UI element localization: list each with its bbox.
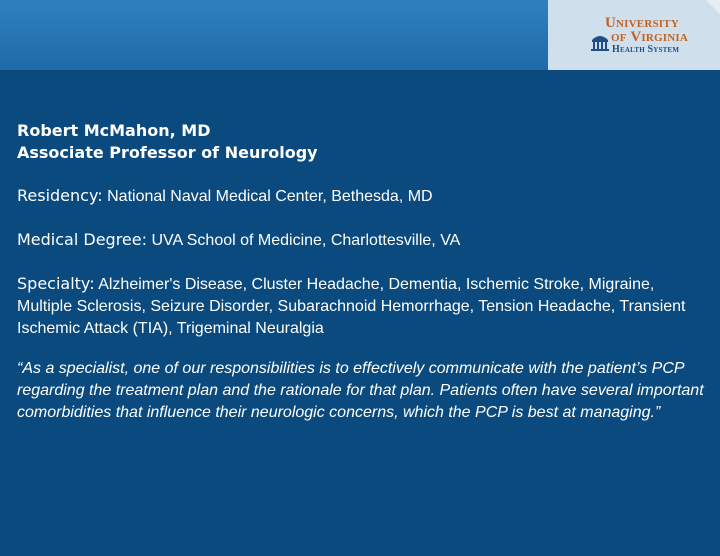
physician-name: Robert McMahon, MD <box>17 121 211 140</box>
logo-text-health-system: Health System <box>612 44 680 55</box>
rotunda-logo-icon <box>590 32 610 52</box>
degree-row <box>17 229 707 252</box>
physician-title: Associate Professor of Neurology <box>17 143 318 162</box>
header-band <box>0 0 548 70</box>
residency-value: National Naval Medical Center, Bethesda, MD <box>107 188 433 205</box>
degree-value: UVA School of Medicine, Charlottesville, VA <box>151 232 461 249</box>
residency-label: Residency: <box>17 186 103 205</box>
degree-label: Medical Degree: <box>17 230 148 249</box>
logo-text-university: University <box>605 15 679 31</box>
logo-text-virginia: of Virginia <box>611 29 689 45</box>
specialty-label: Specialty: <box>17 274 95 293</box>
specialty-value: Alzheimer's Disease, Cluster Headache, Dementia, Ischemic Stroke, Migraine, Multiple Sclerosis, Seizure Disorder, Subarachnoid Hemorrhage, Tension Headache, Transient Ischemic Attack (TIA), Trigeminal Neuralgia <box>17 276 686 337</box>
specialty-row <box>17 273 707 340</box>
physician-quote: “As a specialist, one of our responsibilities is to effectively communicate with the patient’s PCP regarding the treatment plan and the rationale for that plan. Patients often have several important comorbidities that influence their neurologic concerns, which the PCP is best at managing.” <box>17 360 704 421</box>
residency-row <box>17 185 707 208</box>
profile-content <box>17 120 707 424</box>
